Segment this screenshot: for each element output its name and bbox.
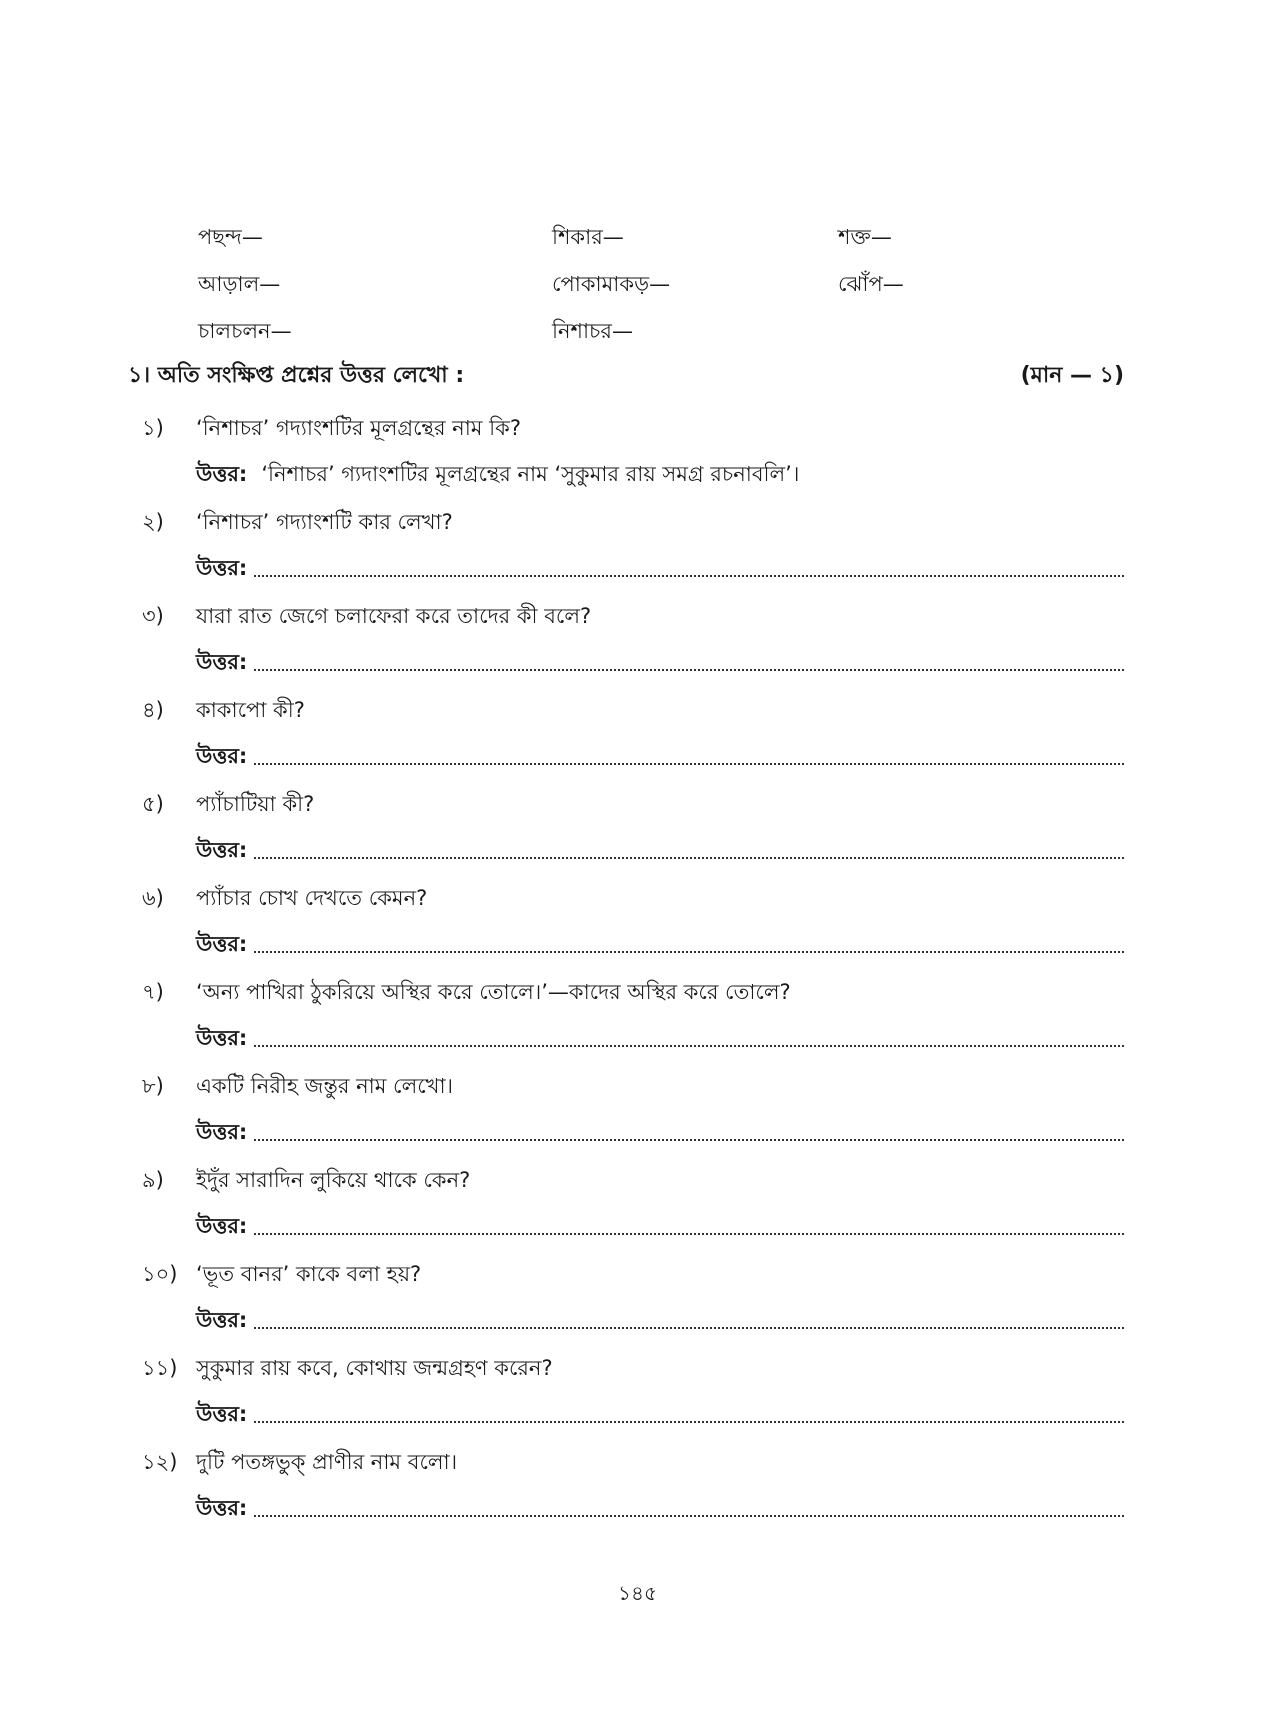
page-number: ১৪৫	[618, 1581, 657, 1605]
question-item	[128, 596, 1124, 690]
answer-label: উত্তর:	[196, 744, 248, 768]
question-number: ৯)	[142, 1168, 164, 1192]
answer-label: উত্তর:	[196, 1308, 248, 1332]
answer-blank[interactable]	[254, 1421, 1124, 1423]
question-item	[128, 784, 1124, 878]
question-item	[128, 502, 1124, 596]
question-number: ৫)	[142, 792, 164, 816]
question-text: ‘নিশাচর’ গদ্যাংশটি কার লেখা?	[196, 510, 453, 534]
question-text: ইদুঁর সারাদিন লুকিয়ে থাকে কেন?	[196, 1168, 471, 1192]
question-text: যারা রাত জেগে চলাফেরা করে তাদের কী বলে?	[196, 604, 592, 628]
vocab-word: চালচলন—	[198, 319, 292, 343]
vocab-word: আড়াল—	[198, 272, 281, 296]
question-item	[128, 690, 1124, 784]
question-number: ১২)	[142, 1450, 178, 1474]
question-text: একটি নিরীহ জন্তুর নাম লেখো।	[196, 1074, 454, 1098]
vocab-word: শক্ত—	[838, 225, 892, 249]
question-text: ‘ভূত বানর’ কাকে বলা হয়?	[196, 1262, 422, 1286]
answer-blank[interactable]	[254, 669, 1124, 671]
question-text: কাকাপো কী?	[196, 698, 305, 722]
question-number: ৬)	[142, 886, 164, 910]
question-number: ১০)	[142, 1262, 178, 1286]
question-number: ১১)	[142, 1356, 178, 1380]
answer-label: উত্তর:	[196, 1120, 248, 1144]
answer-blank[interactable]	[254, 1327, 1124, 1329]
question-item	[128, 878, 1124, 972]
question-text: প্যাঁচাটিয়া কী?	[196, 792, 315, 816]
vocab-word: ঝোঁপ—	[838, 272, 904, 296]
answer-blank[interactable]	[254, 951, 1124, 953]
question-text: সুকুমার রায় কবে, কোথায় জন্মগ্রহণ করেন?	[196, 1356, 553, 1380]
question-item	[128, 1348, 1124, 1442]
answer-label: উত্তর:	[196, 932, 248, 956]
answer-line[interactable]	[196, 830, 1124, 870]
answer-line[interactable]	[196, 1300, 1124, 1340]
answer-line[interactable]	[196, 1488, 1124, 1528]
answer-text: ‘নিশাচর’ গ্যদাংশটির মূলগ্রন্থের নাম ‘সুকুমার রায় সমগ্র রচনাবলি’।	[261, 462, 800, 486]
answer-label: উত্তর:	[196, 838, 248, 862]
question-item	[128, 1442, 1124, 1536]
answer-label: উত্তর:	[196, 1402, 248, 1426]
answer-label: উত্তর:	[196, 462, 248, 486]
vocab-word: পছন্দ—	[198, 225, 263, 249]
question-item	[128, 1066, 1124, 1160]
answer-line[interactable]	[196, 1206, 1124, 1246]
answer-blank[interactable]	[254, 1045, 1124, 1047]
question-number: ১)	[142, 416, 164, 440]
answer-blank[interactable]	[254, 575, 1124, 577]
question-item	[128, 1160, 1124, 1254]
question-number: ৪)	[142, 698, 164, 722]
question-item	[128, 1254, 1124, 1348]
answer-blank[interactable]	[254, 1233, 1124, 1235]
answer-label: উত্তর:	[196, 1026, 248, 1050]
answer-blank[interactable]	[254, 1139, 1124, 1141]
question-number: ৭)	[142, 980, 164, 1004]
question-text: ‘নিশাচর’ গদ্যাংশটির মূলগ্রন্থের নাম কি?	[196, 416, 521, 440]
answer-line[interactable]	[196, 1394, 1124, 1434]
question-number: ২)	[142, 510, 164, 534]
answer-line	[196, 454, 1124, 494]
question-text: দুটি পতঙ্গভুক্ প্রাণীর নাম বলো।	[196, 1450, 458, 1474]
question-number: ৩)	[142, 604, 164, 628]
answer-line[interactable]	[196, 1018, 1124, 1058]
section-title: ১। অতি সংক্ষিপ্ত প্রশ্নের উত্তর লেখো :	[128, 363, 465, 388]
section-marks: (মান — ১)	[1020, 363, 1124, 388]
question-number: ৮)	[142, 1074, 164, 1098]
answer-line[interactable]	[196, 1112, 1124, 1152]
answer-line[interactable]	[196, 548, 1124, 588]
question-item	[128, 408, 1124, 502]
question-text: ‘অন্য পাখিরা ঠুকরিয়ে অস্থির করে তোলে।’—কাদের অস্থির করে তোলে?	[196, 980, 791, 1004]
vocab-word: শিকার—	[552, 225, 624, 249]
answer-blank[interactable]	[254, 857, 1124, 859]
answer-line[interactable]	[196, 924, 1124, 964]
answer-label: উত্তর:	[196, 1214, 248, 1238]
question-item	[128, 972, 1124, 1066]
section-heading	[128, 358, 1124, 394]
answer-blank[interactable]	[254, 763, 1124, 765]
vocab-word: পোকামাকড়—	[552, 272, 671, 296]
answer-blank[interactable]	[254, 1515, 1124, 1517]
answer-label: উত্তর:	[196, 556, 248, 580]
answer-line[interactable]	[196, 642, 1124, 682]
answer-label: উত্তর:	[196, 1496, 248, 1520]
question-text: প্যাঁচার চোখ দেখতে কেমন?	[196, 886, 428, 910]
answer-line[interactable]	[196, 736, 1124, 776]
vocab-word: নিশাচর—	[552, 319, 633, 343]
answer-label: উত্তর:	[196, 650, 248, 674]
